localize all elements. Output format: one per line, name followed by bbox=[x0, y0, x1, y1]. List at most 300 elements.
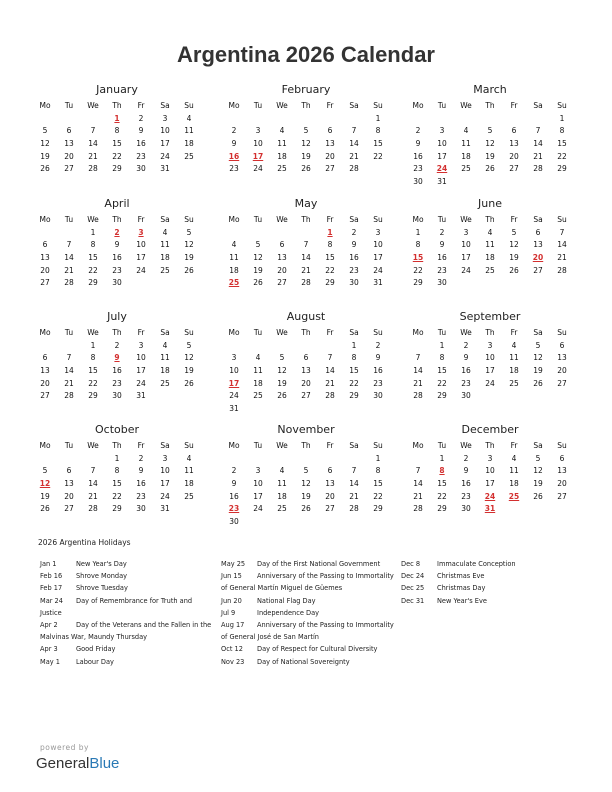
holiday-item bbox=[40, 582, 212, 594]
month-august bbox=[222, 310, 390, 416]
weekday-header: Fr bbox=[326, 101, 334, 110]
day: 7 bbox=[559, 227, 565, 237]
weekday-header: Th bbox=[301, 328, 311, 337]
day: 16 bbox=[136, 479, 146, 489]
day: 30 bbox=[461, 391, 471, 401]
month-grid bbox=[406, 327, 574, 403]
day: 24 bbox=[136, 378, 146, 388]
day: 23 bbox=[373, 378, 383, 388]
day: 23 bbox=[461, 491, 471, 501]
day: 16 bbox=[112, 253, 122, 263]
day: 11 bbox=[277, 479, 287, 489]
holiday-item bbox=[221, 643, 399, 655]
empty-day bbox=[222, 113, 246, 126]
holiday-item bbox=[401, 595, 571, 607]
holiday-name: Anniversary of the Passing to Immortality of General José de San Martín bbox=[221, 621, 394, 642]
day: 14 bbox=[88, 479, 98, 489]
day: 10 bbox=[136, 240, 146, 250]
day: 28 bbox=[325, 391, 335, 401]
day: 19 bbox=[277, 378, 287, 388]
day: 1 bbox=[90, 340, 96, 350]
day: 20 bbox=[557, 479, 567, 489]
day: 13 bbox=[64, 139, 74, 149]
day: 12 bbox=[253, 253, 263, 263]
day: 13 bbox=[533, 240, 543, 250]
weekday-header: We bbox=[460, 441, 472, 450]
day: 21 bbox=[349, 491, 359, 501]
day: 19 bbox=[533, 479, 543, 489]
day: 29 bbox=[88, 278, 98, 288]
weekday-header: Mo bbox=[228, 441, 240, 450]
holiday-item bbox=[221, 558, 399, 570]
month-name: April bbox=[104, 197, 130, 210]
day: 9 bbox=[375, 353, 381, 363]
day: 26 bbox=[40, 504, 50, 514]
day: 9 bbox=[231, 479, 237, 489]
holiday-day: 8 bbox=[439, 466, 445, 476]
empty-day bbox=[478, 113, 502, 126]
day: 22 bbox=[557, 151, 567, 161]
month-november bbox=[222, 423, 390, 529]
day: 4 bbox=[511, 453, 517, 463]
day: 22 bbox=[349, 378, 359, 388]
day: 18 bbox=[160, 253, 170, 263]
holiday-day: 2 bbox=[114, 227, 120, 237]
day: 16 bbox=[373, 366, 383, 376]
day: 10 bbox=[437, 139, 447, 149]
holiday-date: Aug 17 bbox=[221, 621, 245, 630]
holiday-day: 24 bbox=[436, 164, 448, 174]
holiday-name: Christmas Eve bbox=[437, 572, 485, 581]
holiday-date: Apr 3 bbox=[40, 645, 58, 654]
holiday-item bbox=[221, 619, 399, 643]
day: 31 bbox=[437, 177, 447, 187]
day: 25 bbox=[277, 164, 287, 174]
month-name: October bbox=[94, 423, 140, 436]
weekday-header: Th bbox=[301, 215, 311, 224]
weekday-header: Tu bbox=[253, 215, 263, 224]
day: 2 bbox=[138, 113, 144, 123]
month-name: January bbox=[96, 83, 138, 96]
day: 16 bbox=[349, 253, 359, 263]
day: 15 bbox=[112, 479, 122, 489]
month-january bbox=[33, 83, 201, 176]
day: 13 bbox=[557, 466, 567, 476]
day: 3 bbox=[162, 453, 168, 463]
day: 18 bbox=[253, 378, 263, 388]
weekday-header: We bbox=[460, 328, 472, 337]
month-name: June bbox=[478, 197, 502, 210]
day: 7 bbox=[90, 126, 96, 136]
day: 25 bbox=[160, 378, 170, 388]
day: 13 bbox=[509, 139, 519, 149]
weekday-header: Th bbox=[485, 328, 495, 337]
month-february bbox=[222, 83, 390, 176]
empty-day bbox=[222, 340, 246, 353]
day: 13 bbox=[64, 479, 74, 489]
day: 20 bbox=[325, 491, 335, 501]
day: 9 bbox=[415, 139, 421, 149]
day: 5 bbox=[42, 466, 48, 476]
day: 3 bbox=[487, 453, 493, 463]
holiday-name: Anniversary of the Passing to Immortality of General Martín Miguel de Güemes bbox=[221, 572, 394, 593]
day: 27 bbox=[301, 391, 311, 401]
empty-day bbox=[246, 453, 270, 466]
day: 19 bbox=[184, 253, 194, 263]
weekday-header: Sa bbox=[160, 328, 170, 337]
day: 1 bbox=[439, 453, 445, 463]
day: 6 bbox=[66, 126, 72, 136]
weekday-header: Sa bbox=[533, 101, 543, 110]
day: 4 bbox=[279, 126, 285, 136]
day: 19 bbox=[40, 491, 50, 501]
day: 5 bbox=[535, 453, 541, 463]
day: 24 bbox=[461, 265, 471, 275]
day: 21 bbox=[413, 378, 423, 388]
holiday-date: Jan 1 bbox=[40, 560, 57, 568]
day: 22 bbox=[437, 378, 447, 388]
day: 21 bbox=[301, 265, 311, 275]
day: 5 bbox=[186, 227, 192, 237]
weekday-header: Fr bbox=[137, 215, 145, 224]
page-title: Argentina 2026 Calendar bbox=[177, 42, 435, 67]
day: 29 bbox=[112, 164, 122, 174]
holiday-name: Day of Remembrance for Truth and Justice bbox=[40, 596, 193, 617]
month-name: May bbox=[294, 197, 318, 210]
weekday-header: Tu bbox=[253, 101, 263, 110]
day: 23 bbox=[437, 265, 447, 275]
day: 21 bbox=[88, 151, 98, 161]
month-september bbox=[406, 310, 574, 403]
day: 19 bbox=[301, 491, 311, 501]
day: 17 bbox=[373, 253, 383, 263]
day: 2 bbox=[351, 227, 357, 237]
day: 3 bbox=[375, 227, 381, 237]
day: 19 bbox=[40, 151, 50, 161]
empty-day bbox=[57, 340, 81, 353]
day: 28 bbox=[88, 504, 98, 514]
day: 27 bbox=[64, 504, 74, 514]
day: 19 bbox=[184, 366, 194, 376]
day: 11 bbox=[277, 139, 287, 149]
weekday-header: Fr bbox=[510, 441, 518, 450]
holiday-date: Feb 17 bbox=[40, 584, 63, 593]
day: 30 bbox=[229, 517, 239, 527]
weekday-header: We bbox=[276, 441, 288, 450]
day: 10 bbox=[253, 139, 263, 149]
holiday-item bbox=[40, 619, 212, 643]
day: 3 bbox=[255, 466, 261, 476]
day: 29 bbox=[557, 164, 567, 174]
holiday-date: Dec 24 bbox=[401, 572, 425, 581]
day: 5 bbox=[279, 353, 285, 363]
holidays-title: 2026 Argentina Holidays bbox=[38, 538, 131, 547]
weekday-header: Fr bbox=[510, 215, 518, 224]
day: 11 bbox=[184, 126, 194, 136]
holiday-day: 23 bbox=[228, 504, 240, 514]
day: 22 bbox=[373, 491, 383, 501]
month-march bbox=[406, 83, 574, 189]
day: 14 bbox=[64, 253, 74, 263]
day: 4 bbox=[279, 466, 285, 476]
weekday-header: Th bbox=[485, 101, 495, 110]
day: 30 bbox=[136, 164, 146, 174]
day: 7 bbox=[351, 466, 357, 476]
day: 12 bbox=[301, 139, 311, 149]
day: 25 bbox=[253, 391, 263, 401]
empty-day bbox=[270, 453, 294, 466]
holiday-item bbox=[221, 595, 399, 607]
weekday-header: Sa bbox=[349, 441, 359, 450]
weekday-header: Sa bbox=[160, 101, 170, 110]
day: 12 bbox=[509, 240, 519, 250]
day: 18 bbox=[277, 151, 287, 161]
empty-day bbox=[406, 340, 430, 353]
day: 4 bbox=[162, 227, 168, 237]
holiday-date: Oct 12 bbox=[221, 645, 243, 654]
day: 18 bbox=[277, 491, 287, 501]
day: 9 bbox=[114, 240, 120, 250]
day: 9 bbox=[138, 126, 144, 136]
day: 22 bbox=[88, 378, 98, 388]
day: 30 bbox=[349, 278, 359, 288]
day: 7 bbox=[351, 126, 357, 136]
day: 4 bbox=[511, 340, 517, 350]
day: 21 bbox=[349, 151, 359, 161]
weekday-header: Tu bbox=[437, 328, 447, 337]
holiday-day: 17 bbox=[252, 151, 264, 161]
day: 6 bbox=[559, 340, 565, 350]
weekday-header: Mo bbox=[39, 101, 51, 110]
weekday-header: We bbox=[276, 328, 288, 337]
day: 22 bbox=[112, 151, 122, 161]
empty-day bbox=[294, 113, 318, 126]
holiday-list-column-3 bbox=[401, 558, 571, 607]
day: 1 bbox=[351, 340, 357, 350]
day: 27 bbox=[277, 278, 287, 288]
month-grid bbox=[33, 440, 201, 516]
weekday-header: Mo bbox=[412, 328, 424, 337]
weekday-header: Fr bbox=[510, 101, 518, 110]
holiday-date: Jul 9 bbox=[221, 608, 236, 617]
holiday-item bbox=[40, 595, 212, 619]
day: 20 bbox=[325, 151, 335, 161]
holiday-date: May 1 bbox=[40, 657, 60, 666]
weekday-header: Tu bbox=[437, 441, 447, 450]
holiday-date: Dec 8 bbox=[401, 560, 421, 568]
day: 6 bbox=[535, 227, 541, 237]
day: 30 bbox=[373, 391, 383, 401]
day: 12 bbox=[184, 353, 194, 363]
weekday-header: Fr bbox=[326, 215, 334, 224]
day: 4 bbox=[255, 353, 261, 363]
day: 8 bbox=[114, 126, 120, 136]
day: 13 bbox=[277, 253, 287, 263]
empty-day bbox=[222, 227, 246, 240]
day: 24 bbox=[160, 151, 170, 161]
empty-day bbox=[430, 113, 454, 126]
empty-day bbox=[33, 453, 57, 466]
weekday-header: Su bbox=[373, 101, 383, 110]
day: 22 bbox=[413, 265, 423, 275]
weekday-header: Sa bbox=[349, 101, 359, 110]
day: 1 bbox=[90, 227, 96, 237]
day: 24 bbox=[485, 378, 495, 388]
month-grid bbox=[222, 100, 390, 176]
day: 22 bbox=[88, 265, 98, 275]
weekday-header: We bbox=[276, 215, 288, 224]
day: 9 bbox=[439, 240, 445, 250]
day: 28 bbox=[64, 391, 74, 401]
day: 14 bbox=[533, 139, 543, 149]
day: 27 bbox=[557, 491, 567, 501]
day: 30 bbox=[437, 278, 447, 288]
holiday-name: Labour Day bbox=[76, 657, 114, 666]
empty-day bbox=[246, 113, 270, 126]
empty-day bbox=[342, 453, 366, 466]
day: 29 bbox=[373, 504, 383, 514]
holiday-day: 24 bbox=[484, 491, 496, 501]
day: 5 bbox=[42, 126, 48, 136]
day: 30 bbox=[136, 504, 146, 514]
brand-logo[interactable] bbox=[36, 755, 119, 772]
day: 17 bbox=[253, 491, 263, 501]
day: 31 bbox=[373, 278, 383, 288]
month-grid bbox=[33, 100, 201, 176]
empty-day bbox=[406, 113, 430, 126]
day: 15 bbox=[349, 366, 359, 376]
day: 4 bbox=[162, 340, 168, 350]
day: 16 bbox=[461, 479, 471, 489]
month-name: August bbox=[286, 310, 326, 323]
day: 27 bbox=[533, 265, 543, 275]
weekday-header: We bbox=[87, 101, 99, 110]
weekday-header: Tu bbox=[437, 215, 447, 224]
day: 12 bbox=[301, 479, 311, 489]
day: 17 bbox=[136, 253, 146, 263]
day: 18 bbox=[184, 479, 194, 489]
day: 11 bbox=[509, 353, 519, 363]
day: 11 bbox=[160, 353, 170, 363]
day: 16 bbox=[461, 366, 471, 376]
powered-by-text: powered by bbox=[40, 743, 89, 752]
day: 20 bbox=[40, 378, 50, 388]
holiday-item bbox=[401, 558, 571, 570]
empty-day bbox=[33, 340, 57, 353]
day: 27 bbox=[557, 378, 567, 388]
day: 4 bbox=[487, 227, 493, 237]
day: 15 bbox=[437, 479, 447, 489]
day: 9 bbox=[463, 466, 469, 476]
weekday-header: Fr bbox=[510, 328, 518, 337]
day: 24 bbox=[229, 391, 239, 401]
day: 23 bbox=[349, 265, 359, 275]
day: 1 bbox=[114, 453, 120, 463]
holiday-date: Jun 15 bbox=[221, 572, 242, 581]
holiday-day: 1 bbox=[327, 227, 333, 237]
day: 16 bbox=[437, 253, 447, 263]
holiday-item bbox=[401, 582, 571, 594]
day: 5 bbox=[303, 466, 309, 476]
day: 20 bbox=[509, 151, 519, 161]
day: 13 bbox=[40, 253, 50, 263]
month-name: February bbox=[281, 83, 331, 96]
day: 31 bbox=[136, 391, 146, 401]
holiday-name: Day of National Sovereignty bbox=[257, 657, 350, 666]
day: 17 bbox=[485, 366, 495, 376]
weekday-header: We bbox=[87, 441, 99, 450]
month-grid bbox=[222, 327, 390, 416]
weekday-header: Tu bbox=[253, 441, 263, 450]
empty-day bbox=[502, 113, 526, 126]
weekday-header: Sa bbox=[160, 215, 170, 224]
weekday-header: Su bbox=[557, 101, 567, 110]
weekday-header: Su bbox=[373, 215, 383, 224]
day: 23 bbox=[112, 265, 122, 275]
day: 31 bbox=[229, 404, 239, 414]
month-name: November bbox=[277, 423, 335, 436]
holiday-item bbox=[40, 570, 212, 582]
holiday-date: Nov 23 bbox=[221, 657, 245, 666]
day: 15 bbox=[88, 253, 98, 263]
holiday-item bbox=[40, 643, 212, 655]
holiday-name: Christmas Day bbox=[437, 584, 486, 593]
day: 8 bbox=[415, 240, 421, 250]
empty-day bbox=[454, 113, 478, 126]
day: 7 bbox=[415, 466, 421, 476]
day: 11 bbox=[485, 240, 495, 250]
day: 24 bbox=[373, 265, 383, 275]
day: 11 bbox=[229, 253, 239, 263]
empty-day bbox=[33, 227, 57, 240]
weekday-header: Sa bbox=[533, 328, 543, 337]
holiday-day: 25 bbox=[228, 278, 240, 288]
day: 13 bbox=[40, 366, 50, 376]
weekday-header: Th bbox=[485, 441, 495, 450]
day: 26 bbox=[277, 391, 287, 401]
day: 1 bbox=[559, 113, 565, 123]
day: 18 bbox=[184, 139, 194, 149]
day: 2 bbox=[138, 453, 144, 463]
weekday-header: Mo bbox=[412, 441, 424, 450]
weekday-header: Sa bbox=[533, 441, 543, 450]
month-grid bbox=[406, 214, 574, 290]
day: 9 bbox=[463, 353, 469, 363]
weekday-header: Th bbox=[301, 441, 311, 450]
day: 5 bbox=[186, 340, 192, 350]
weekday-header: We bbox=[87, 328, 99, 337]
month-may bbox=[222, 197, 390, 290]
day: 28 bbox=[349, 164, 359, 174]
day: 12 bbox=[277, 366, 287, 376]
day: 3 bbox=[231, 353, 237, 363]
day: 29 bbox=[325, 278, 335, 288]
day: 25 bbox=[461, 164, 471, 174]
weekday-header: Sa bbox=[349, 215, 359, 224]
weekday-header: We bbox=[87, 215, 99, 224]
empty-day bbox=[222, 453, 246, 466]
day: 9 bbox=[138, 466, 144, 476]
day: 28 bbox=[413, 504, 423, 514]
weekday-header: Tu bbox=[253, 328, 263, 337]
day: 13 bbox=[557, 353, 567, 363]
day: 15 bbox=[112, 139, 122, 149]
day: 26 bbox=[184, 378, 194, 388]
day: 29 bbox=[413, 278, 423, 288]
holiday-date: Jun 20 bbox=[221, 596, 242, 605]
empty-day bbox=[294, 340, 318, 353]
holiday-name: Day of Respect for Cultural Diversity bbox=[257, 645, 378, 654]
